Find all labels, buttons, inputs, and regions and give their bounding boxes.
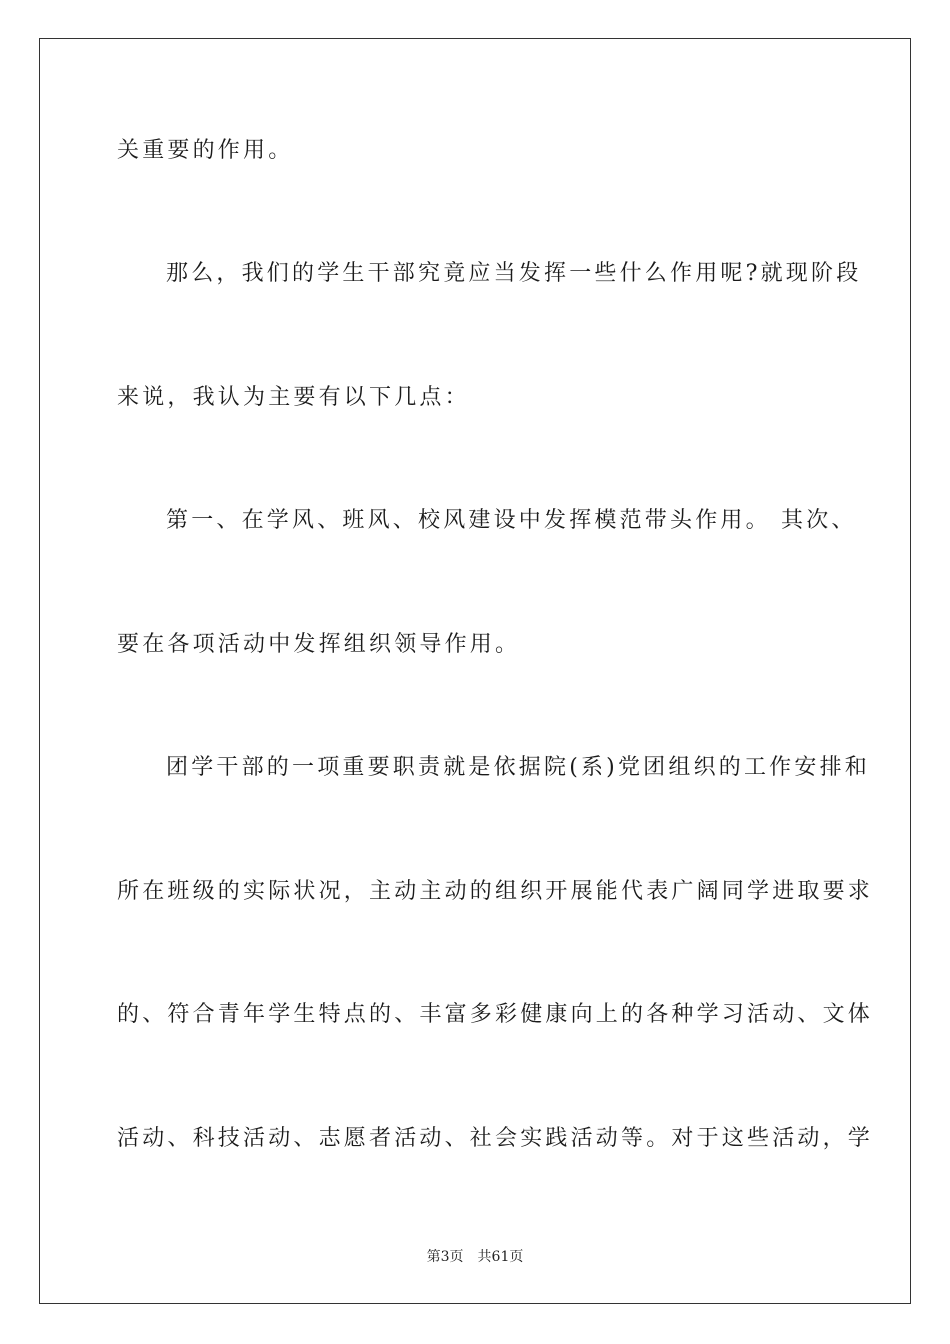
page-footer	[0, 1248, 950, 1266]
text-line-3: 来说，我认为主要有以下几点：	[117, 385, 470, 410]
page-number: 第3页	[426, 1249, 464, 1265]
text-line-6: 团学干部的一项重要职责就是依据院(系)党团组织的工作安排和	[166, 755, 870, 780]
text-line-2: 那么，我们的学生干部究竟应当发挥一些什么作用呢?就现阶段	[166, 261, 862, 286]
text-line-1: 关重要的作用。	[117, 138, 294, 163]
text-line-4: 第一、在学风、班风、校风建设中发挥模范带头作用。 其次、	[166, 508, 857, 533]
text-line-7: 所在班级的实际状况，主动主动的组织开展能代表广阔同学进取要求	[117, 879, 874, 904]
text-line-9: 活动、科技活动、志愿者活动、社会实践活动等。对于这些活动，学	[117, 1126, 874, 1151]
text-line-8: 的、符合青年学生特点的、丰富多彩健康向上的各种学习活动、文体	[117, 1002, 874, 1027]
page-border	[39, 38, 911, 1304]
text-line-5: 要在各项活动中发挥组织领导作用。	[117, 632, 521, 657]
page-total: 共61页	[477, 1249, 524, 1265]
